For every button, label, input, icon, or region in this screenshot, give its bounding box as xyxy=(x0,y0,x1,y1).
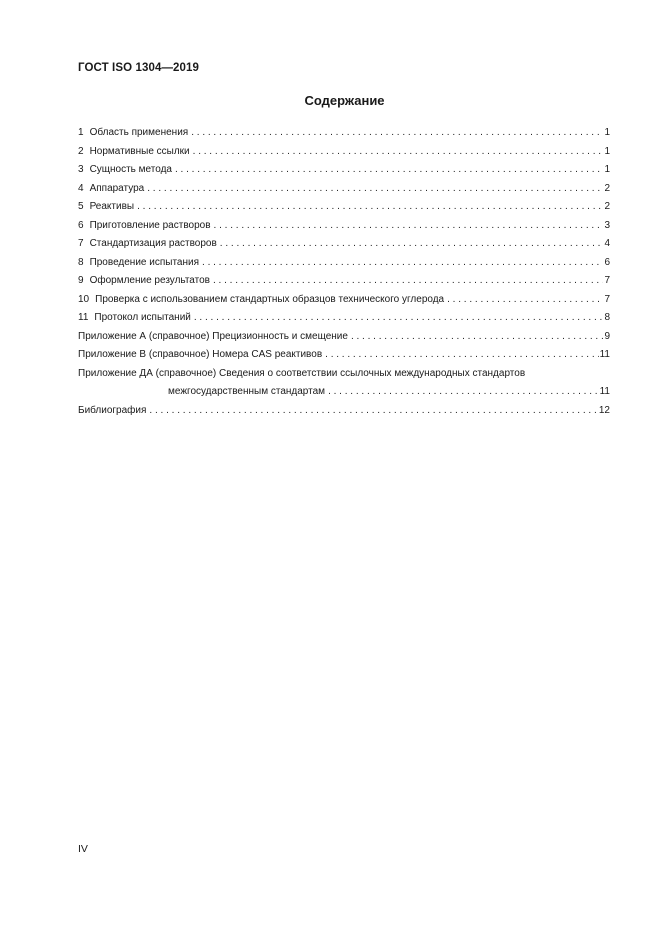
toc-entry[interactable] xyxy=(78,124,610,143)
dot-leader xyxy=(447,291,603,310)
toc-entry-label: Протокол испытаний xyxy=(94,312,191,323)
toc-bibliography-entry[interactable] xyxy=(78,402,610,421)
toc-entry[interactable] xyxy=(78,180,610,199)
toc-entry-page: 2 xyxy=(604,182,610,194)
toc-bibliography-label: Библиография xyxy=(78,404,147,416)
toc-entry-number: 8 xyxy=(78,256,84,268)
toc-appendix-label: Приложение А (справочное) Прецизионность и смещение xyxy=(78,330,348,342)
toc-entry-label: Область применения xyxy=(89,127,189,138)
toc-entry[interactable] xyxy=(78,198,610,217)
toc-appendix-page: 11 xyxy=(599,386,610,397)
toc-title-text: Содержание xyxy=(304,93,385,108)
dot-leader xyxy=(214,217,604,236)
dot-leader xyxy=(202,254,603,273)
toc-entry-page: 1 xyxy=(604,127,610,138)
toc-entry-page: 8 xyxy=(604,312,610,323)
toc-bibliography-page: 12 xyxy=(598,404,610,416)
toc-entry-label: Аппаратура xyxy=(89,182,145,194)
dot-leader xyxy=(351,328,604,347)
toc-entry-page: 1 xyxy=(604,145,610,157)
toc-entry-page: 6 xyxy=(604,256,610,268)
toc-appendix-line xyxy=(78,383,610,402)
table-of-contents xyxy=(78,124,610,420)
toc-entry-number: 3 xyxy=(78,164,84,175)
toc-entry-page: 7 xyxy=(604,293,610,305)
dot-leader xyxy=(175,161,603,180)
toc-entry-number: 6 xyxy=(78,219,84,231)
toc-entry-label: Приготовление растворов xyxy=(89,219,211,231)
toc-appendix-entry[interactable] xyxy=(78,346,610,365)
toc-entry-page: 7 xyxy=(604,275,610,286)
toc-entry-number: 2 xyxy=(78,145,84,157)
toc-entry[interactable] xyxy=(78,272,610,291)
dot-leader xyxy=(149,402,597,421)
toc-entry[interactable] xyxy=(78,235,610,254)
dot-leader xyxy=(194,309,604,328)
toc-entry[interactable] xyxy=(78,143,610,162)
document-code: ГОСТ ISO 1304—2019 xyxy=(78,62,200,74)
toc-entry-page: 4 xyxy=(604,238,610,249)
toc-entry-number: 5 xyxy=(78,201,84,212)
toc-entry-number: 4 xyxy=(78,182,84,194)
dot-leader xyxy=(213,272,603,291)
toc-entry-label: Нормативные ссылки xyxy=(89,145,190,157)
toc-appendix-label-line2: межгосударственным стандартам xyxy=(168,386,326,397)
page-number: IV xyxy=(78,843,88,855)
toc-entry-number: 1 xyxy=(78,127,84,138)
toc-appendix-entry-multiline[interactable] xyxy=(78,365,610,402)
dot-leader xyxy=(328,383,599,402)
toc-entry-label: Проведение испытания xyxy=(89,256,200,268)
dot-leader xyxy=(137,198,603,217)
dot-leader xyxy=(193,143,604,162)
dot-leader xyxy=(191,124,603,143)
toc-appendix-page: 9 xyxy=(604,330,610,342)
toc-entry-number: 7 xyxy=(78,238,84,249)
toc-entry[interactable] xyxy=(78,161,610,180)
toc-entry-number: 9 xyxy=(78,275,84,286)
toc-entry-page: 2 xyxy=(604,201,610,212)
dot-leader xyxy=(325,346,598,365)
dot-leader xyxy=(220,235,604,254)
toc-entry[interactable] xyxy=(78,309,610,328)
dot-leader xyxy=(147,180,603,199)
toc-entry[interactable] xyxy=(78,254,610,273)
toc-entry-label: Стандартизация растворов xyxy=(89,238,217,249)
toc-title xyxy=(0,93,661,108)
toc-appendix-entry[interactable] xyxy=(78,328,610,347)
toc-entry-number: 10 xyxy=(78,293,90,305)
toc-entry-label: Сущность метода xyxy=(89,164,172,175)
toc-entry-label: Проверка с использованием стандартных образцов технического углерода xyxy=(95,293,445,305)
toc-entry[interactable] xyxy=(78,291,610,310)
toc-appendix-label: Приложение В (справочное) Номера CAS реактивов xyxy=(78,349,323,360)
toc-appendix-page: 11 xyxy=(599,349,610,360)
toc-entry-page: 1 xyxy=(604,164,610,175)
toc-entry-label: Оформление результатов xyxy=(89,275,210,286)
toc-entry-page: 3 xyxy=(604,219,610,231)
toc-appendix-line xyxy=(78,365,610,384)
toc-entry-number: 11 xyxy=(78,312,89,323)
toc-appendix-label-line1: Приложение ДА (справочное) Сведения о соответствии ссылочных международных стандартов xyxy=(78,367,526,379)
toc-entry[interactable] xyxy=(78,217,610,236)
toc-entry-label: Реактивы xyxy=(89,201,135,212)
